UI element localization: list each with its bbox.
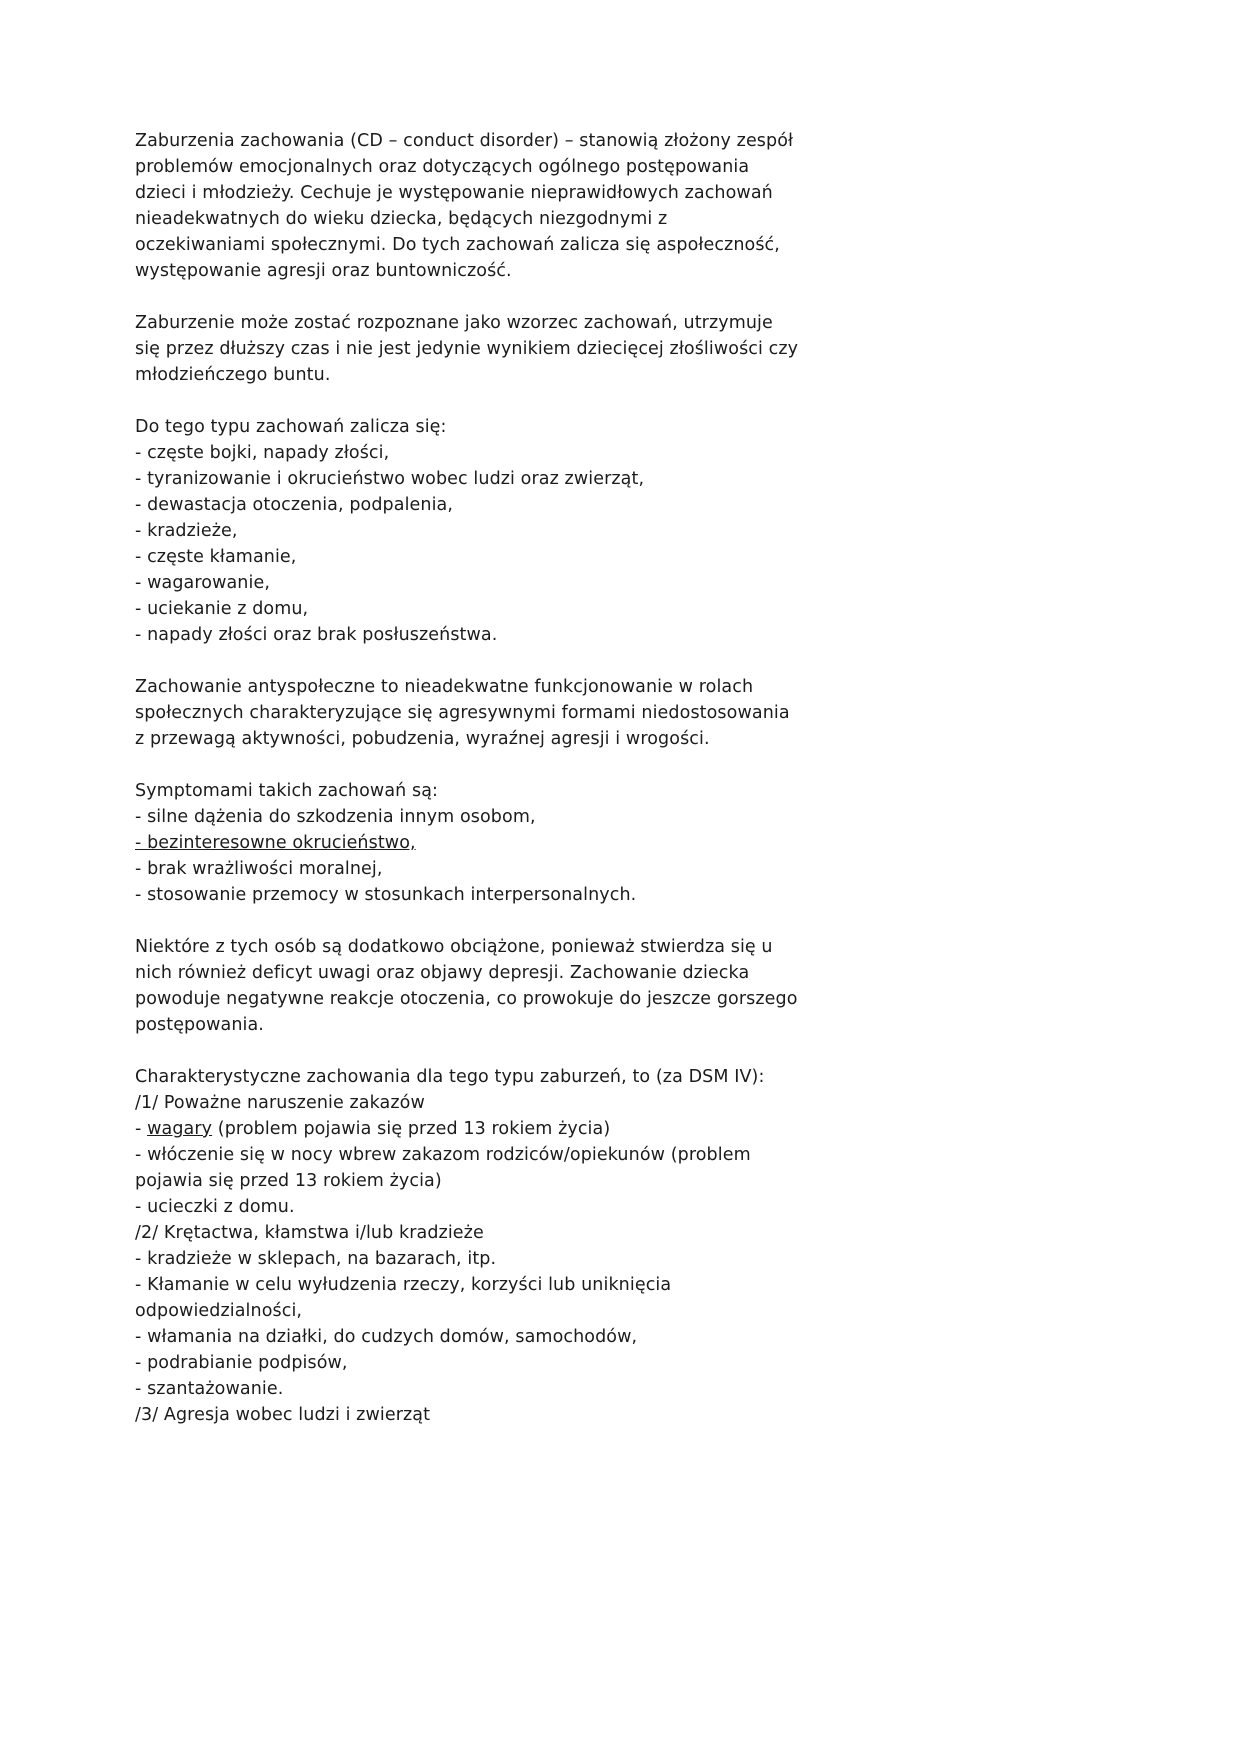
text-line: - kradzieże w sklepach, na bazarach, itp. (135, 1249, 497, 1269)
text-line: pojawia się przed 13 rokiem życia) (135, 1171, 442, 1191)
text-line: - włamania na działki, do cudzych domów, samochodów, (135, 1327, 638, 1347)
text-line: - włóczenie się w nocy wbrew zakazom rodziców/opiekunów (problem (135, 1145, 751, 1165)
paragraph-block (135, 778, 1115, 908)
plain-text: (problem pojawia się przed 13 rokiem życia) (212, 1119, 611, 1139)
paragraph-block (135, 310, 1115, 388)
text-line: postępowania. (135, 1015, 264, 1035)
text-line: Niektóre z tych osób są dodatkowo obciążone, ponieważ stwierdza się u (135, 937, 773, 957)
text-line: /1/ Poważne naruszenie zakazów (135, 1093, 425, 1113)
text-line: dzieci i młodzieży. Cechuje je występowanie nieprawidłowych zachowań (135, 183, 773, 203)
text-line: - ucieczki z domu. (135, 1197, 295, 1217)
text-line (135, 830, 1115, 856)
paragraph-block (135, 414, 1115, 648)
text-line: - wagarowanie, (135, 573, 270, 593)
text-line: - kradzieże, (135, 521, 238, 541)
text-line (135, 1116, 1115, 1142)
document-body (135, 128, 1115, 1428)
text-line: - tyranizowanie i okrucieństwo wobec ludzi oraz zwierząt, (135, 469, 645, 489)
text-line: - Kłamanie w celu wyłudzenia rzeczy, korzyści lub uniknięcia (135, 1275, 672, 1295)
text-line: Zachowanie antyspołeczne to nieadekwatne funkcjonowanie w rolach (135, 677, 754, 697)
text-line: młodzieńczego buntu. (135, 365, 331, 385)
text-line: Symptomami takich zachowań są: (135, 781, 439, 801)
plain-text: - (135, 1119, 148, 1139)
text-line: - stosowanie przemocy w stosunkach interpersonalnych. (135, 885, 637, 905)
text-line: nieadekwatnych do wieku dziecka, będących niezgodnymi z (135, 209, 668, 229)
text-line: Charakterystyczne zachowania dla tego typu zaburzeń, to (za DSM IV): (135, 1067, 765, 1087)
text-line: - szantażowanie. (135, 1379, 284, 1399)
paragraph-block (135, 674, 1115, 752)
text-line: problemów emocjonalnych oraz dotyczących ogólnego postępowania (135, 157, 750, 177)
text-line: /3/ Agresja wobec ludzi i zwierząt (135, 1405, 431, 1425)
paragraph-block (135, 1064, 1115, 1428)
text-line: - uciekanie z domu, (135, 599, 309, 619)
text-line: - napady złości oraz brak posłuszeństwa. (135, 625, 498, 645)
text-line: - podrabianie podpisów, (135, 1353, 348, 1373)
text-line: - silne dążenia do szkodzenia innym osobom, (135, 807, 536, 827)
text-line: - częste kłamanie, (135, 547, 297, 567)
text-line: powoduje negatywne reakcje otoczenia, co prowokuje do jeszcze gorszego (135, 989, 798, 1009)
underlined-text: - bezinteresowne okrucieństwo, (135, 833, 416, 853)
text-line: /2/ Krętactwa, kłamstwa i/lub kradzieże (135, 1223, 484, 1243)
paragraph-block (135, 128, 1115, 284)
text-line: Do tego typu zachowań zalicza się: (135, 417, 447, 437)
text-line: się przez dłuższy czas i nie jest jedynie wynikiem dziecięcej złośliwości czy (135, 339, 799, 359)
text-line: występowanie agresji oraz buntowniczość. (135, 261, 512, 281)
text-line: z przewagą aktywności, pobudzenia, wyraźnej agresji i wrogości. (135, 729, 710, 749)
text-line: odpowiedzialności, (135, 1301, 303, 1321)
paragraph-block (135, 934, 1115, 1038)
text-line: - dewastacja otoczenia, podpalenia, (135, 495, 454, 515)
text-line: nich również deficyt uwagi oraz objawy depresji. Zachowanie dziecka (135, 963, 750, 983)
underlined-text: wagary (147, 1119, 213, 1139)
text-line: Zaburzenia zachowania (CD – conduct disorder) – stanowią złożony zespół (135, 131, 794, 151)
text-line: społecznych charakteryzujące się agresywnymi formami niedostosowania (135, 703, 790, 723)
text-line: - częste bojki, napady złości, (135, 443, 390, 463)
text-line: Zaburzenie może zostać rozpoznane jako wzorzec zachowań, utrzymuje (135, 313, 773, 333)
text-line: - brak wrażliwości moralnej, (135, 859, 383, 879)
text-line: oczekiwaniami społecznymi. Do tych zachowań zalicza się aspołeczność, (135, 235, 780, 255)
